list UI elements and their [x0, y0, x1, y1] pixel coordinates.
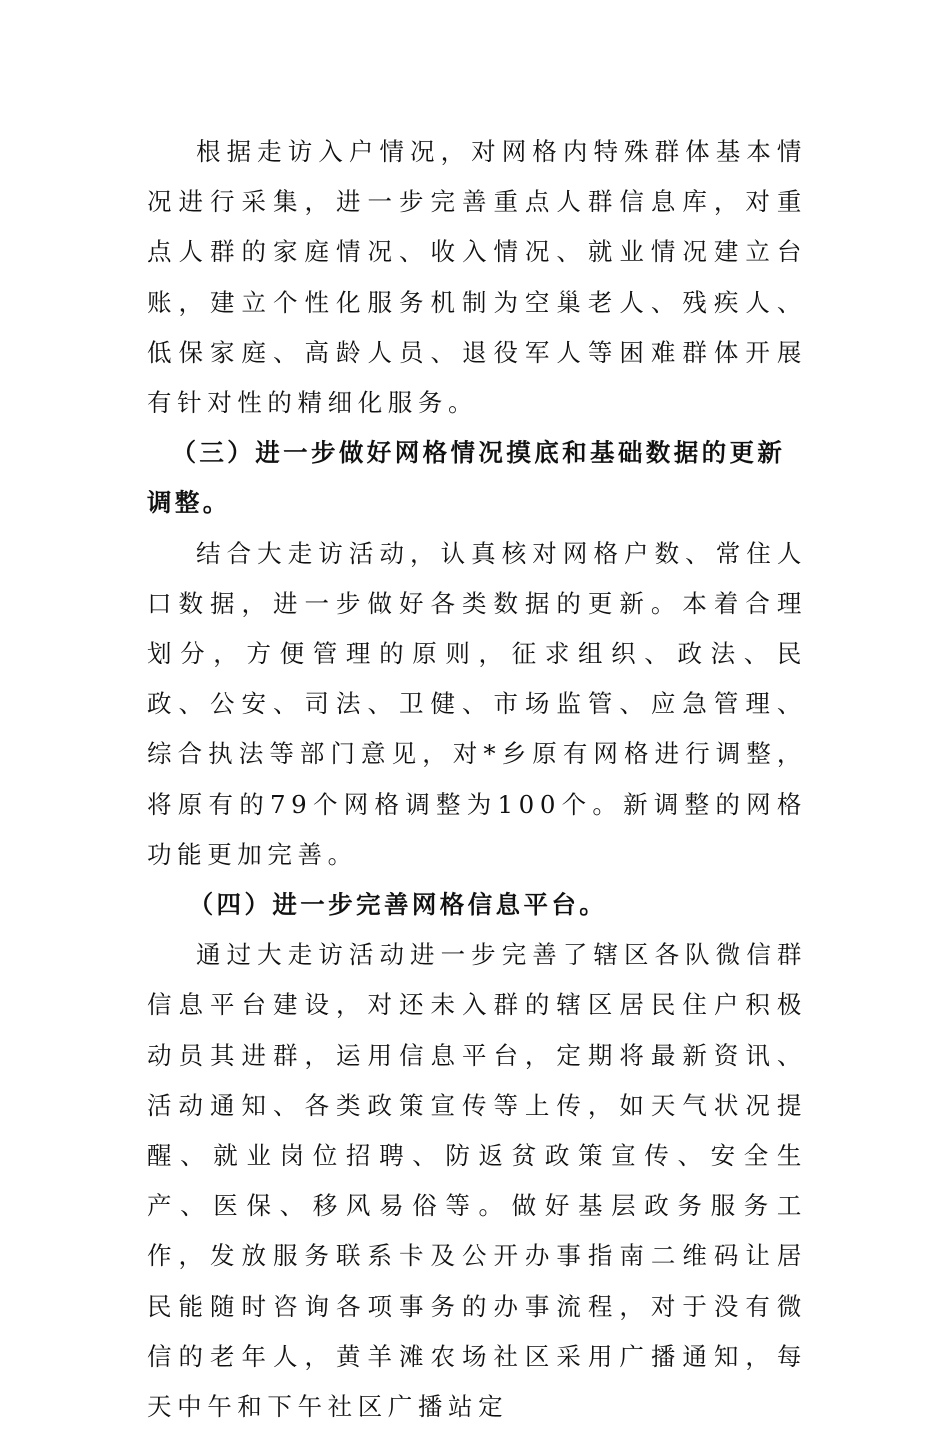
- paragraph-grid-data: 结合大走访活动，认真核对网格户数、常住人口数据，进一步做好各类数据的更新。本着合理划分，方便管理的原则，征求组织、政法、民政、公安、司法、卫健、市场监管、应急管理、综合执法等部门意见，对*乡原有网格进行调整，将原有的79个网格调整为100个。新调整的网格功能更加完善。: [147, 538, 807, 869]
- section-heading-3: （三）进一步做好网格情况摸底和基础数据的更新调整。: [147, 438, 786, 518]
- section-heading-4: （四）进一步完善网格信息平台。: [188, 890, 608, 920]
- document-body: [147, 127, 807, 1432]
- paragraph-special-groups: 根据走访入户情况，对网格内特殊群体基本情况进行采集，进一步完善重点人群信息库，对重点人群的家庭情况、收入情况、就业情况建立台账，建立个性化服务机制为空巢老人、残疾人、低保家庭、高龄人员、退役军人等困难群体开展有针对性的精细化服务。: [147, 137, 807, 418]
- paragraph-info-platform: 通过大走访活动进一步完善了辖区各队微信群信息平台建设，对还未入群的辖区居民住户积极动员其进群，运用信息平台，定期将最新资讯、活动通知、各类政策宣传等上传，如天气状况提醒、就业岗位招聘、防返贫政策宣传、安全生产、医保、移风易俗等。做好基层政务服务工作，发放服务联系卡及公开办事指南二维码让居民能随时咨询各项事务的办事流程，对于没有微信的老年人，黄羊滩农场社区采用广播通知，每天中午和下午社区广播站定: [147, 940, 807, 1422]
